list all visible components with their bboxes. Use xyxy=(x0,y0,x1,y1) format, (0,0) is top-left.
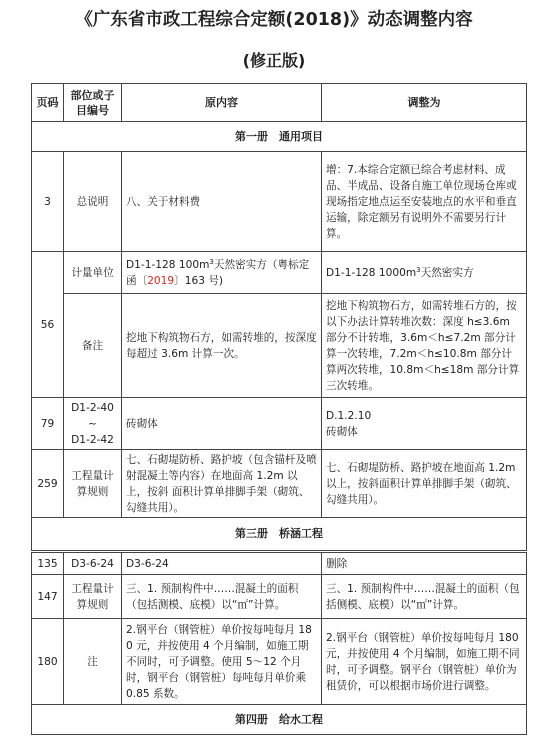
table-row xyxy=(32,398,527,450)
section-row xyxy=(32,705,527,735)
cell-adjusted: 增：7.本综合定额已综合考虑材料、成品、半成品、设备自施工单位现场仓库或现场指定地点运至安装地点的水平和垂直运输，除定额另有说明外不需要另行计算。 xyxy=(322,152,527,252)
cell-part: 计量单位 xyxy=(64,252,122,294)
cell-original: 八、关于材料费 xyxy=(122,152,322,252)
header-page: 页码 xyxy=(32,84,64,122)
section-title: 第四册 给水工程 xyxy=(32,705,527,735)
header-original: 原内容 xyxy=(122,84,322,122)
section-title: 第一册 通用项目 xyxy=(32,122,527,152)
page-title: 《广东省市政工程综合定额(2018)》动态调整内容 xyxy=(75,10,473,30)
text: 〕163 号) xyxy=(174,274,224,287)
cell-part: 注 xyxy=(64,619,122,705)
cell-page: 3 xyxy=(32,152,64,252)
section-title: 第三册 桥涵工程 xyxy=(32,518,527,552)
table-row xyxy=(32,575,527,619)
table-row xyxy=(32,152,527,252)
cell-page: 135 xyxy=(32,552,64,575)
text: 天然密实方 xyxy=(420,266,474,279)
section-row xyxy=(32,518,527,552)
cell-part: 工程量计算规则 xyxy=(64,575,122,619)
header-adjusted: 调整为 xyxy=(322,84,527,122)
text: D1-1-128 100m xyxy=(126,258,210,271)
cell-adjusted: 七、石砌堤防桥、路护坡在地面高 1.2m 以上，按斜面积计算单排脚手架（砌筑、勾缝共用）。 xyxy=(322,450,527,518)
section-row xyxy=(32,122,527,152)
cell-part: 工程量计算规则 xyxy=(64,450,122,518)
table-row xyxy=(32,252,527,294)
cell-adjusted: 2.钢平台（钢管桩）单价按每吨每月 180 元，并按使用 4 个月编制，如施工期不同时，可予调整。钢平台（钢管桩）单价为租赁价，可以根据市场价进行调整。 xyxy=(322,619,527,705)
table-row xyxy=(32,294,527,398)
cell-adjusted xyxy=(322,252,527,294)
text: D1-1-128 1000m xyxy=(326,266,417,279)
text: 天然密实方（粤标定函〔 xyxy=(126,258,310,287)
cell-adjusted xyxy=(322,398,527,450)
code-end: D1-2-42 xyxy=(71,433,114,446)
highlighted-year: 2019 xyxy=(147,274,175,287)
cell-page: 79 xyxy=(32,398,64,450)
cell-part: 备注 xyxy=(64,294,122,398)
table-header-row xyxy=(32,84,527,122)
cell-part: 总说明 xyxy=(64,152,122,252)
cell-original xyxy=(122,252,322,294)
table-row xyxy=(32,619,527,705)
superscript: 3 xyxy=(416,265,421,274)
table-row xyxy=(32,450,527,518)
code-start: D1-2-40 xyxy=(71,401,114,414)
cell-original: 2.钢平台（钢管桩）单价按每吨每月 180 元，并按使用 4 个月编制，如施工期不同时，可予调整。使用 5～12 个月时，钢平台（钢管桩）每吨每月单价乘 0.85 系数。 xyxy=(122,619,322,705)
superscript: 3 xyxy=(209,257,214,266)
cell-part: D3-6-24 xyxy=(64,552,122,575)
adjustment-table xyxy=(31,83,527,735)
page-subtitle: (修正版) xyxy=(242,51,306,70)
code: D.1.2.10 xyxy=(326,409,372,422)
cell-original: 砖砌体 xyxy=(122,398,322,450)
cell-part xyxy=(64,398,122,450)
cell-original: 挖地下构筑物石方，如需转堆的，按深度每超过 3.6m 计算一次。 xyxy=(122,294,322,398)
cell-page: 180 xyxy=(32,619,64,705)
code-range-sep: ~ xyxy=(88,417,97,430)
table-row xyxy=(32,552,527,575)
cell-page: 147 xyxy=(32,575,64,619)
cell-adjusted: 三、1. 预制构件中……混凝土的面积（包括侧模、底模）以“㎡”计算。 xyxy=(322,575,527,619)
cell-original: 三、1. 预制构件中……混凝土的面积（包括测模、底模）以“㎡”计算。 xyxy=(122,575,322,619)
cell-original: D3-6-24 xyxy=(122,552,322,575)
cell-original: 七、石砌堤防桥、路护坡（包含锚杆及喷射混凝土等内容）在地面高 1.2m 以上，按斜 面积计算单排脚手架（砌筑、勾缝共用）。 xyxy=(122,450,322,518)
cell-adjusted: 挖地下构筑物石方，如需转堆石方的，按以下办法计算转堆次数：深度 h≤3.6m 部分不计转堆，3.6m＜h≤7.2m 部分计算一次转堆，7.2m＜h≤10.8m 部分计算两次转堆，10.8m＜h≤18m 部分计算三次转堆。 xyxy=(322,294,527,398)
header-part: 部位或子目编号 xyxy=(64,84,122,122)
cell-page: 259 xyxy=(32,450,64,518)
cell-page: 56 xyxy=(32,252,64,398)
cell-adjusted: 删除 xyxy=(322,552,527,575)
text: 砖砌体 xyxy=(326,425,358,438)
